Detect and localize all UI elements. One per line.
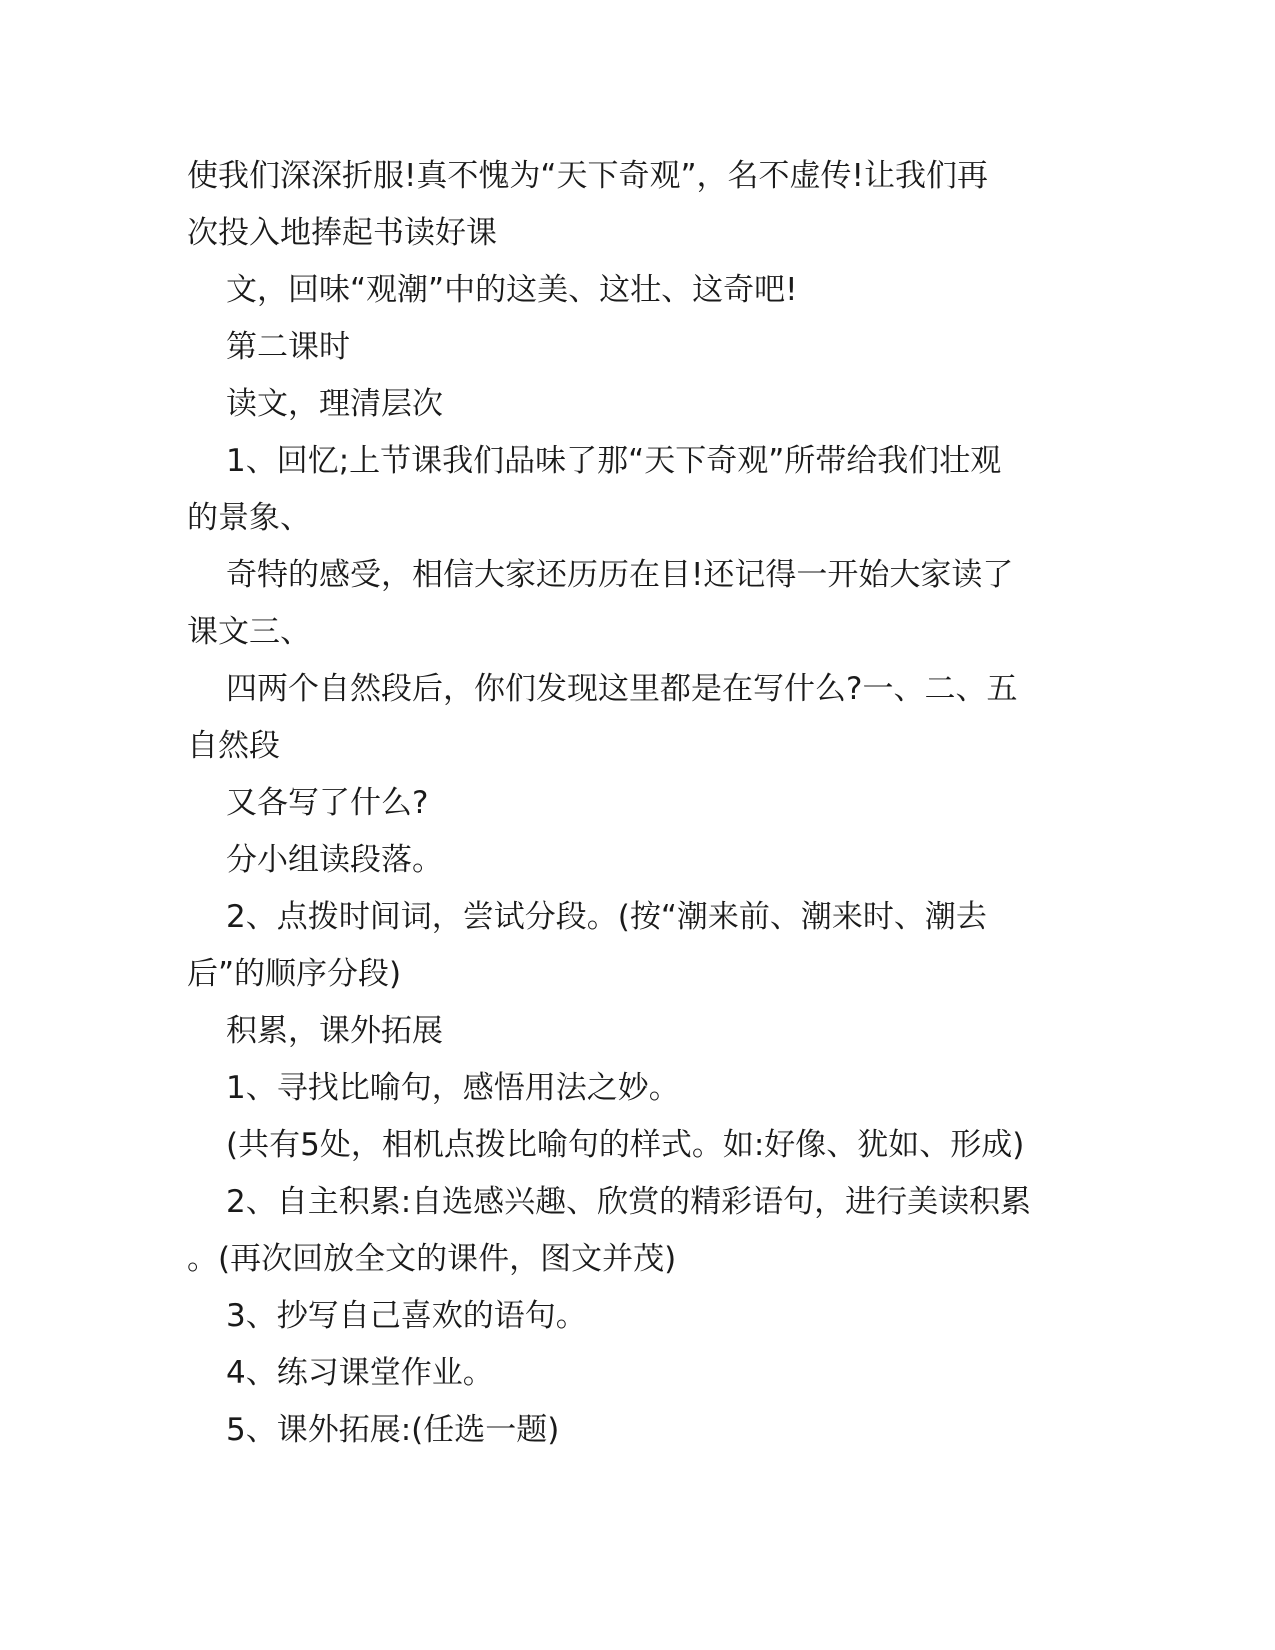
text-line: 文，回味“观潮”中的这美、这壮、这奇吧! (226, 272, 798, 308)
text-line: (共有5处，相机点拨比喻句的样式。如:好像、犹如、形成) (226, 1127, 1025, 1163)
text-line: 1、寻找比喻句，感悟用法之妙。 (226, 1070, 680, 1106)
text-line: 5、课外拓展:(任选一题) (226, 1412, 560, 1448)
text-line: 2、自主积累:自选感兴趣、欣赏的精彩语句，进行美读积累 (226, 1184, 1032, 1220)
text-line: 自然段 (187, 728, 280, 764)
text-line: 分小组读段落。 (226, 842, 443, 878)
section-heading: 读文，理清层次 (226, 386, 443, 422)
text-line: 的景象、 (187, 500, 311, 536)
text-line: 奇特的感受，相信大家还历历在目!还记得一开始大家读了 (226, 557, 1014, 593)
text-line: 四两个自然段后，你们发现这里都是在写什么?一、二、五 (226, 671, 1018, 707)
text-line: 。(再次回放全文的课件，图文并茂) (187, 1241, 677, 1277)
text-line: 又各写了什么? (226, 785, 429, 821)
section-heading: 积累，课外拓展 (226, 1013, 443, 1049)
section-heading: 第二课时 (226, 329, 350, 365)
text-line: 课文三、 (187, 614, 311, 650)
text-line: 1、回忆;上节课我们品味了那“天下奇观”所带给我们壮观 (226, 443, 1002, 479)
text-line: 后”的顺序分段) (187, 956, 402, 992)
document-body (187, 148, 1087, 1459)
text-line: 使我们深深折服!真不愧为“天下奇观”，名不虚传!让我们再 (187, 158, 988, 194)
text-line: 4、练习课堂作业。 (226, 1355, 494, 1391)
text-line: 2、点拨时间词，尝试分段。(按“潮来前、潮来时、潮去 (226, 899, 987, 935)
text-line: 3、抄写自己喜欢的语句。 (226, 1298, 587, 1334)
text-line: 次投入地捧起书读好课 (187, 215, 497, 251)
